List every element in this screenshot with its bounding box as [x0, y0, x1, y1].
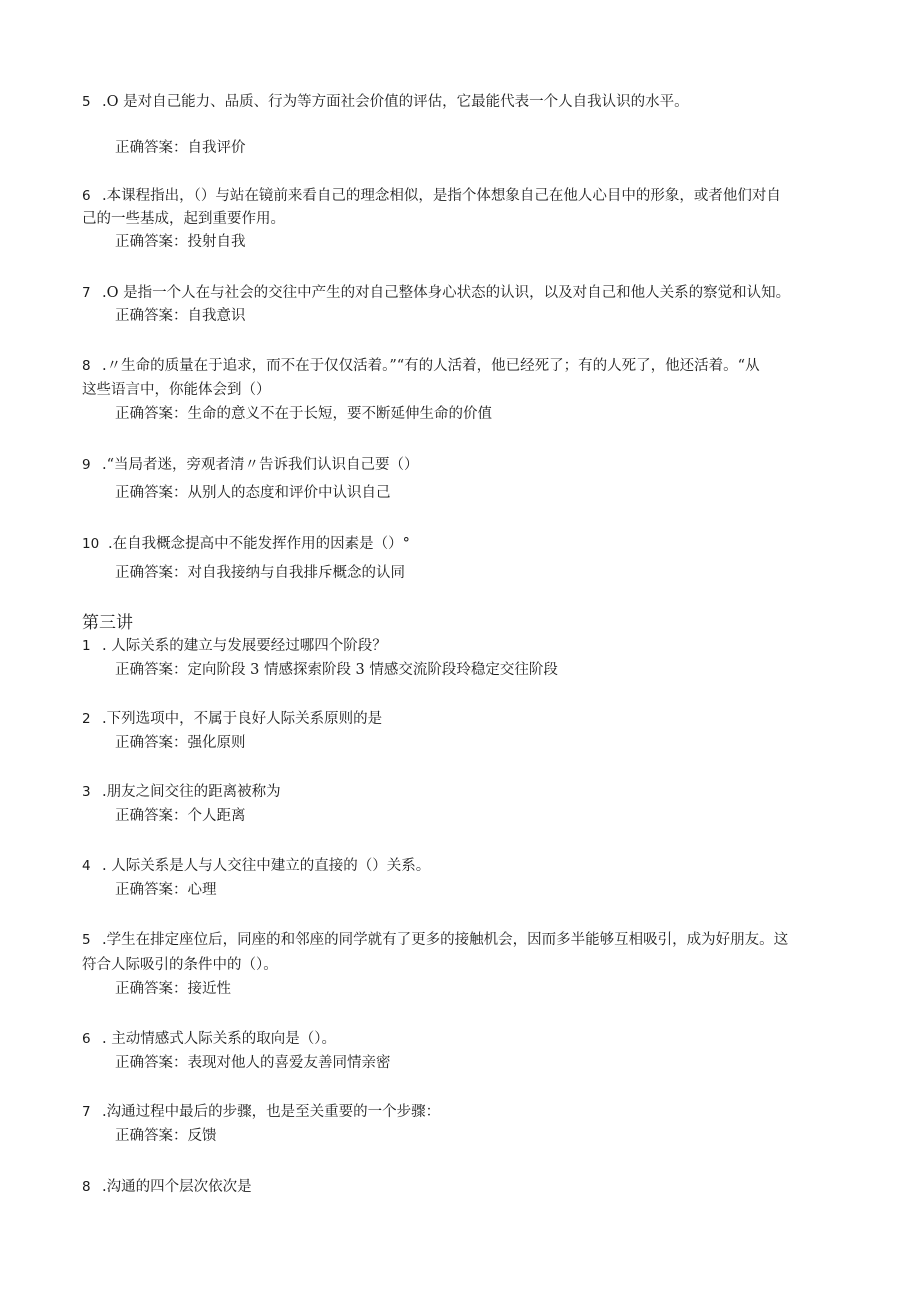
question-number: 2	[82, 711, 91, 727]
s3-answer-7: 正确答案：反馈	[115, 1128, 217, 1144]
answer-7: 正确答案：自我意识	[115, 308, 246, 324]
question-6	[82, 186, 781, 206]
question-text: . 人际关系的建立与发展要经过哪四个阶段？	[102, 638, 387, 654]
question-8	[82, 356, 760, 376]
s3-question-5	[82, 930, 788, 950]
s3-question-7	[82, 1102, 440, 1122]
question-5	[82, 92, 689, 112]
question-text: .沟通的四个层次依次是	[102, 1179, 252, 1195]
question-text: .O 是对自己能力、品质、行为等方面社会价值的评估，它最能代表一个人自我认识的水平。	[102, 94, 689, 110]
question-7	[82, 283, 790, 303]
question-number: 6	[82, 188, 91, 204]
question-number: 6	[82, 1031, 91, 1047]
answer-10: 正确答案：对自我接纳与自我排斥概念的认同	[115, 565, 405, 581]
question-number: 5	[82, 94, 91, 110]
question-text: .“当局者迷，旁观者清〃告诉我们认识自己要（）	[102, 457, 419, 473]
question-text: .O 是指一个人在与社会的交往中产生的对自己整体身心状态的认识，以及对自己和他人关系的察觉和认知。	[102, 285, 791, 301]
question-number: 8	[82, 1179, 91, 1195]
question-text: .学生在排定座位后，同座的和邻座的同学就有了更多的接触机会，因而多半能够互相吸引，成为好朋友。这	[102, 932, 789, 948]
s3-answer-6: 正确答案：表现对他人的喜爱友善同情亲密	[115, 1055, 391, 1071]
s3-question-8	[82, 1177, 252, 1197]
question-number: 10	[82, 536, 100, 552]
question-text: .在自我概念提高中不能发挥作用的因素是（）°	[108, 536, 410, 552]
question-text: . 主动情感式人际关系的取向是（）。	[102, 1031, 336, 1047]
question-number: 3	[82, 784, 91, 800]
s3-answer-3: 正确答案：个人距离	[115, 808, 246, 824]
question-number: 8	[82, 358, 91, 374]
question-text: .下列选项中，不属于良好人际关系原则的是	[102, 711, 383, 727]
question-number: 9	[82, 457, 91, 473]
s3-answer-5: 正确答案：接近性	[115, 981, 231, 997]
question-10	[82, 534, 410, 554]
answer-5: 正确答案：自我评价	[115, 140, 246, 156]
question-6-continued: 己的一些基成，起到重要作用。	[82, 211, 285, 227]
question-number: 5	[82, 932, 91, 948]
s3-answer-4: 正确答案：心理	[115, 882, 217, 898]
s3-question-2	[82, 709, 382, 729]
s3-question-1	[82, 636, 387, 656]
answer-8: 正确答案：生命的意义不在于长短，要不断延伸生命的价值	[115, 406, 492, 422]
question-number: 1	[82, 638, 91, 654]
s3-question-3	[82, 782, 281, 802]
s3-question-4	[82, 856, 430, 876]
answer-9: 正确答案：从别人的态度和评价中认识自己	[115, 485, 391, 501]
s3-question-5-continued: 符合人际吸引的条件中的（）。	[82, 957, 278, 973]
section-heading: 第三讲	[82, 613, 133, 633]
question-text: .朋友之间交往的距离被称为	[102, 784, 281, 800]
question-number: 7	[82, 285, 91, 301]
s3-answer-1: 正确答案：定向阶段 3 情感探索阶段 3 情感交流阶段玲稳定交往阶段	[115, 662, 558, 678]
question-text: .沟通过程中最后的步骤，也是至关重要的一个步骤：	[102, 1104, 441, 1120]
question-number: 7	[82, 1104, 91, 1120]
question-9	[82, 455, 419, 475]
s3-answer-2: 正确答案：强化原则	[115, 735, 246, 751]
question-text: . 人际关系是人与人交往中建立的直接的（）关系。	[102, 858, 431, 874]
question-number: 4	[82, 858, 91, 874]
question-8-continued: 这些语言中，你能体会到（）	[82, 382, 271, 398]
s3-question-6	[82, 1029, 336, 1049]
question-text: .〃生命的质量在于追求，而不在于仅仅活着。”“有的人活着，他已经死了；有的人死了，他还活着。“从	[102, 358, 760, 374]
answer-6: 正确答案：投射自我	[115, 234, 246, 250]
question-text: .本课程指出，（）与站在镜前来看自己的理念相似，是指个体想象自己在他人心目中的形象，或者他们对自	[102, 188, 781, 204]
